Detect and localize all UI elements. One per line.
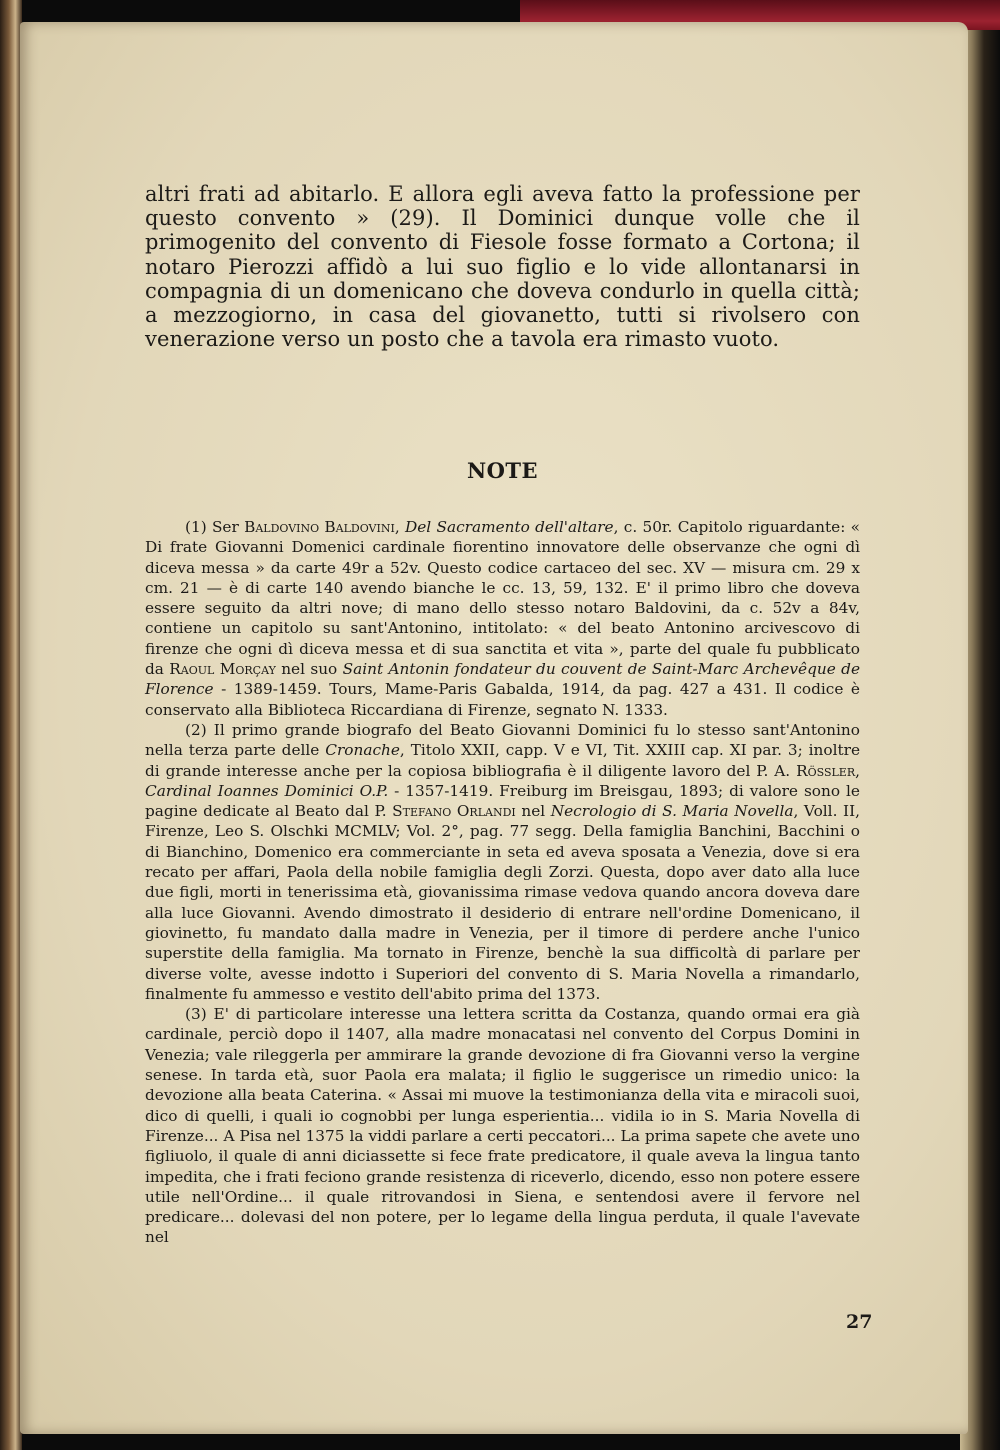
footnote-title: Necrologio di S. Maria Novella [550, 802, 794, 821]
footnote-1: (1) Ser Baldovino Baldovini, Del Sacramento dell'altare, c. 50r. Capitolo riguardante: « Di frate Giovanni Domenici cardinale fiorentino innovatore delle observanze che ogni dì diceva messa » da carte 49r a 52v. Questo codice cartaceo del sec. XV — misura cm. 29 x cm. 21 — è di carte 140 avendo bianche le cc. 13, 59, 132. E' il primo libro che doveva essere seguito da altri nove; di mano dello stesso notaro Baldovini, da c. 52v a 84v, contiene un capitolo su sant'Antonino, intitolato: « del beato Antonino arcivescovo di firenze che ogni dì diceva messa et di sua sanctita et vita », parte del quale fu pubblicato da Raoul Morçay nel suo Saint Antonin fondateur du couvent de Saint-Marc Archevêque de Florence - 1389-1459. Tours, Mame-Paris Gabalda, 1914, da pag. 427 a 431. Il codice è conservato alla Biblioteca Riccardiana di Firenze, segnato N. 1333. [145, 518, 861, 719]
footnote-title: Saint Antonin fondateur du couvent de Saint-Marc Archevêque de Florence [145, 660, 861, 699]
footnote-author: Rössler [796, 761, 856, 780]
page-content [145, 182, 861, 1247]
footnote-author: Baldovino Baldovini [244, 518, 395, 536]
page-number: 27 [846, 1311, 873, 1333]
footnote-title: Cardinal Ioannes Dominici O.P. [145, 781, 389, 800]
book-page [20, 22, 968, 1434]
notes-heading: NOTE [466, 458, 539, 483]
book-spine-edge [0, 0, 22, 1450]
footnote-author: Stefano Orlandi [392, 802, 516, 821]
body-paragraph: altri frati ad abitarlo. E allora egli aveva fatto la professione per questo convento » (29). Il Dominici dunque volle che il primogenito del convento di Fiesole fosse formato a Cortona; il notaro Pierozzi affidò a lui suo figlio e lo vide allontanarsi in compagnia di un domenicano che doveva condurlo in quella città; a mezzogiorno, in casa del giovanetto, tutti si rivolsero con venerazione verso un posto che a tavola era rimasto vuoto. [145, 182, 860, 352]
footnote-author: Raoul Morçay [169, 660, 276, 679]
footnote-3: (3) E' di particolare interesse una lettera scritta da Costanza, quando ormai era già cardinale, perciò dopo il 1407, alla madre monacatasi nel convento del Corpus Domini in Venezia; vale rileggerla per ammirare la grande devozione di fra Giovanni verso la vergine senese. In tarda età, suor Paola era malata; il figlio le suggerisce un rimedio unico: la devozione alla beata Caterina. « Assai mi muove la testimonianza della vita e miracoli suoi, dico di quelli, i quali io cognobbi per lunga esperientia... vidila io in S. Maria Novella di Firenze... A Pisa nel 1375 la viddi parlare a certi peccatori... La prima sapete che avete uno figliuolo, il quale di anni diciassette si fece frate predicatore, il quale aveva la lingua tanto impedita, che i frati feciono grande resistenza di riceverlo, dicendo, esso non potere essere utile nell'Ordine... il quale ritrovandosi in Siena, e sentendosi avere il fervore nel predicare... dolevasi del non potere, per lo legame della lingua perduta, il quale l'avevate nel [145, 1005, 860, 1247]
footnote-2: (2) Il primo grande biografo del Beato Giovanni Dominici fu lo stesso sant'Antonino nella terza parte delle Cronache, Titolo XXII, capp. V e VI, Tit. XXIII cap. XI par. 3; inoltre di grande interesse anche per la copiosa bibliografia è il diligente lavoro del P. A. Rössler, Cardinal Ioannes Dominici O.P. - 1357-1419. Freiburg im Breisgau, 1893; di valore sono le pagine dedicate al Beato dal P. Stefano Orlandi nel Necrologio di S. Maria Novella, Voll. II, Firenze, Leo S. Olschki MCMLV; Vol. 2°, pag. 77 segg. Della famiglia Banchini, Bacchini o di Bianchino, Domenico era commerciante in seta ed aveva sposata a Venezia, dove si era recato per affari, Paola della nobile famiglia degli Zorzi. Questa, dopo aver dato alla luce due figli, morti in tenerissima età, giovanissima rimase vedova quando ancora doveva dare alla luce Giovanni. Avendo dimostrato il desiderio di entrare nell'ordine Domenicano, il giovinetto, fu mandato dalla madre in Venezia, per il timore di perdere anche l'unico superstite della famiglia. Ma tornato in Firenze, benchè la sua difficoltà di parlare per diverse volte, avesse indotto i Superiori del convento di S. Maria Novella a rimandarlo, finalmente fu ammesso e vestito dell'abito prima del 1373. [145, 720, 860, 1003]
footnote-title: Del Sacramento dell'altare [404, 518, 614, 536]
footnotes [145, 517, 860, 1248]
footnote-title: Cronache [325, 741, 400, 760]
